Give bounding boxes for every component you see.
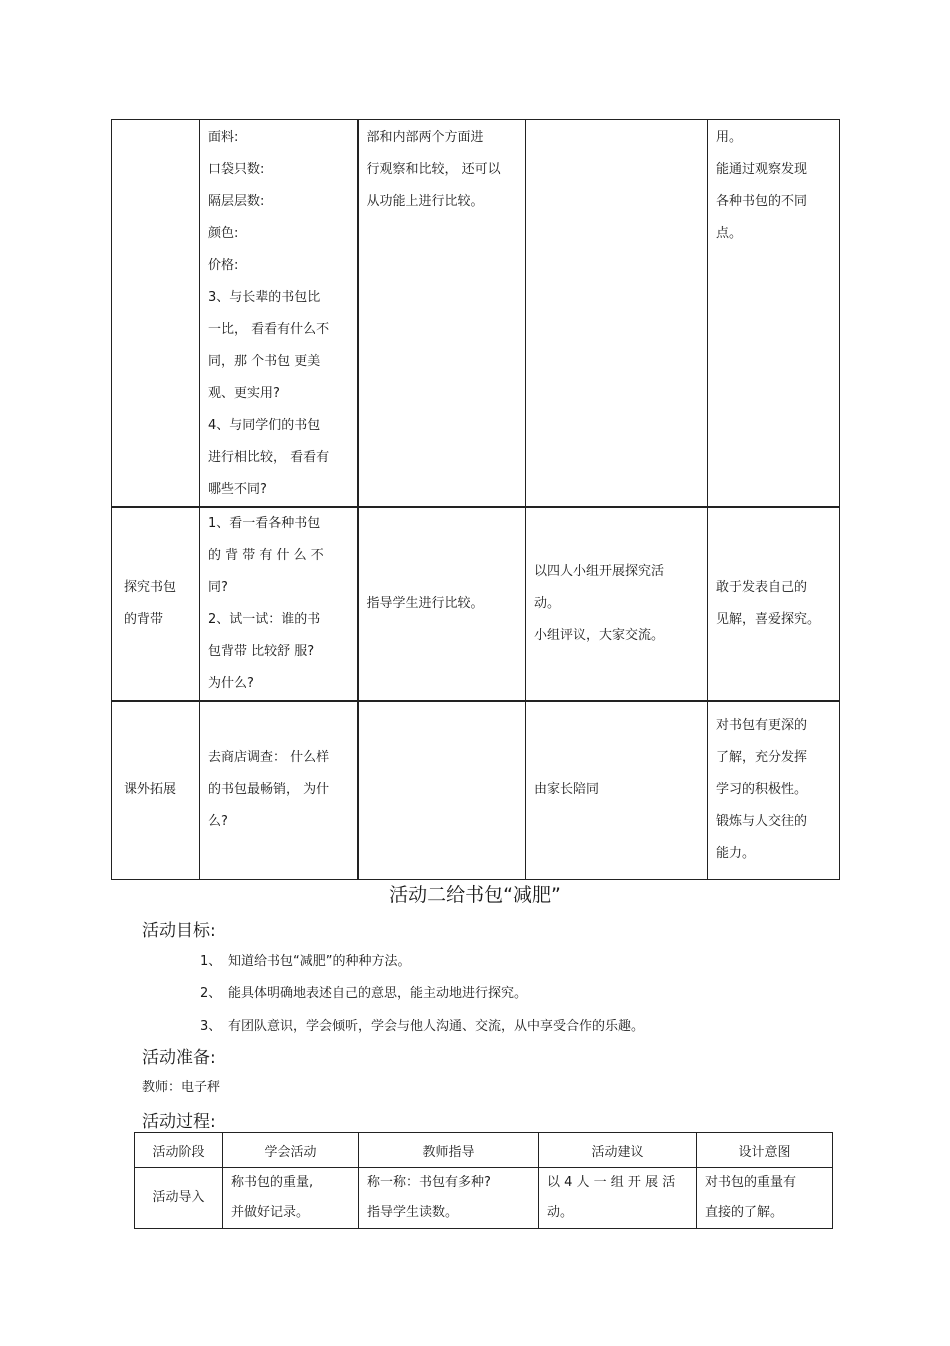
- suggestion-cell: 以 4 人 一 组 开 展 活 动。: [539, 1168, 697, 1229]
- teacher-cell: 部和内部两个方面进 行观察和比较， 还可以 从功能上进行比较。: [358, 120, 526, 508]
- column-header: 活动建议: [539, 1133, 697, 1168]
- stage-cell: 探究书包 的背带: [112, 507, 200, 701]
- activity-table-1: [111, 119, 840, 880]
- teacher-cell: [358, 701, 526, 879]
- table-row: [112, 507, 840, 701]
- teacher-cell: 称一称：书包有多种? 指导学生读数。: [359, 1168, 539, 1229]
- activity-table-2: [134, 1132, 833, 1229]
- goal-item: 2、 能具体明确地表述自己的意思，能主动地进行探究。: [200, 986, 528, 1001]
- activity-cell: 面料: 口袋只数: 隔层层数: 颜色: 价格: 3、与长辈的书包比 一比， 看看有什么不 同，那 个书包 更美 观、更实用? 4、与同学们的书包 进行相比较， 看看有 哪些不同?: [200, 120, 358, 508]
- column-header: 设计意图: [697, 1133, 833, 1168]
- stage-cell: [112, 120, 200, 508]
- goals-heading: 活动目标:: [142, 921, 216, 941]
- suggestion-cell: 以四人小组开展探究活 动。 小组评议，大家交流。: [526, 507, 708, 701]
- suggestion-cell: 由家长陪同: [526, 701, 708, 879]
- activity-cell: 去商店调查： 什么样 的书包最畅销， 为什 么?: [200, 701, 358, 879]
- stage-cell: 活动导入: [135, 1168, 223, 1229]
- table-row: [135, 1168, 833, 1229]
- intent-cell: 对书包的重量有 直接的了解。: [697, 1168, 833, 1229]
- column-header: 教师指导: [359, 1133, 539, 1168]
- intent-cell: 用。 能通过观察发现 各种书包的不同 点。: [708, 120, 840, 508]
- prep-text: 教师：电子秤: [142, 1080, 221, 1095]
- section-title: 活动二给书包“减肥”: [389, 884, 561, 906]
- stage-cell: 课外拓展: [112, 701, 200, 879]
- table-row: [112, 701, 840, 879]
- table-row: [112, 120, 840, 508]
- column-header: 活动阶段: [135, 1133, 223, 1168]
- column-header: 学会活动: [223, 1133, 359, 1168]
- suggestion-cell: [526, 120, 708, 508]
- teacher-cell: 指导学生进行比较。: [358, 507, 526, 701]
- table-header-row: [135, 1133, 833, 1168]
- goal-item: 1、 知道给书包“减肥”的种种方法。: [200, 954, 411, 969]
- intent-cell: 敢于发表自己的 见解，喜爱探究。: [708, 507, 840, 701]
- goal-item: 3、 有团队意识，学会倾听，学会与他人沟通、交流，从中享受合作的乐趣。: [200, 1019, 645, 1034]
- prep-heading: 活动准备:: [142, 1048, 216, 1068]
- process-heading: 活动过程:: [142, 1112, 216, 1132]
- intent-cell: 对书包有更深的 了解，充分发挥 学习的积极性。 锻炼与人交往的 能力。: [708, 701, 840, 879]
- activity-cell: 1、看一看各种书包 的 背 带 有 什 么 不 同? 2、试一试：谁的书 包背带 比较舒 服? 为什么?: [200, 507, 358, 701]
- activity-cell: 称书包的重量, 并做好记录。: [223, 1168, 359, 1229]
